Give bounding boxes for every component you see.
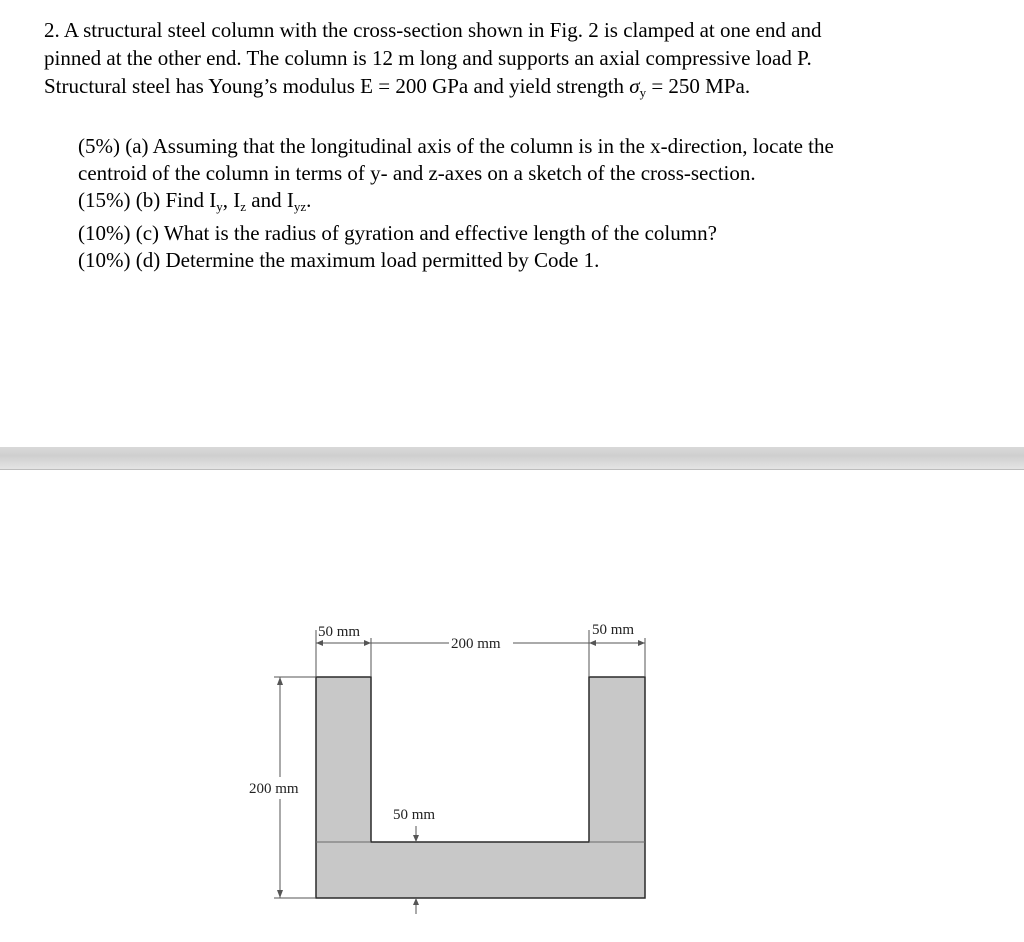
cross-section-figure (0, 470, 1024, 942)
gap-dim-label: 200 mm (451, 636, 501, 652)
height-dim-label: 200 mm (249, 781, 299, 797)
problem-statement (44, 16, 944, 100)
web-arrow-top (413, 835, 419, 842)
web-dim-label: 50 mm (393, 807, 436, 823)
question-parts (78, 133, 958, 274)
part-a-line-2: centroid of the column in terms of y- and z-axes on a sketch of the cross-section. (78, 161, 756, 185)
part-a-line-1: (5%) (a) Assuming that the longitudinal axis of the column is in the x-direction, locate the (78, 134, 834, 158)
section-divider (0, 447, 1024, 469)
left-flange-dim-label: 50 mm (318, 624, 361, 640)
part-d: (10%) (d) Determine the maximum load permitted by Code 1. (78, 248, 600, 272)
problem-line-3: Structural steel has Young’s modulus E = 200 GPa and yield strength $\sigma_y = 250$ MPa. (44, 74, 751, 100)
problem-line-1: 2. A structural steel column with the cross-section shown in Fig. 2 is clamped at one end and (44, 18, 822, 42)
part-b: (15%) (b) Find $I_y$, $I_z$ and $I_{yz}$. (78, 188, 312, 214)
cross-section-shape (316, 677, 645, 898)
right-flange-dim-label: 50 mm (592, 622, 635, 638)
web-arrow-bottom (413, 898, 419, 905)
problem-line-2: pinned at the other end. The column is 12 m long and supports an axial compressive load P. (44, 46, 812, 70)
part-c: (10%) (c) What is the radius of gyration and effective length of the column? (78, 221, 717, 245)
problem-number: 2. (44, 18, 60, 42)
sigma-symbol: σ (629, 74, 640, 98)
